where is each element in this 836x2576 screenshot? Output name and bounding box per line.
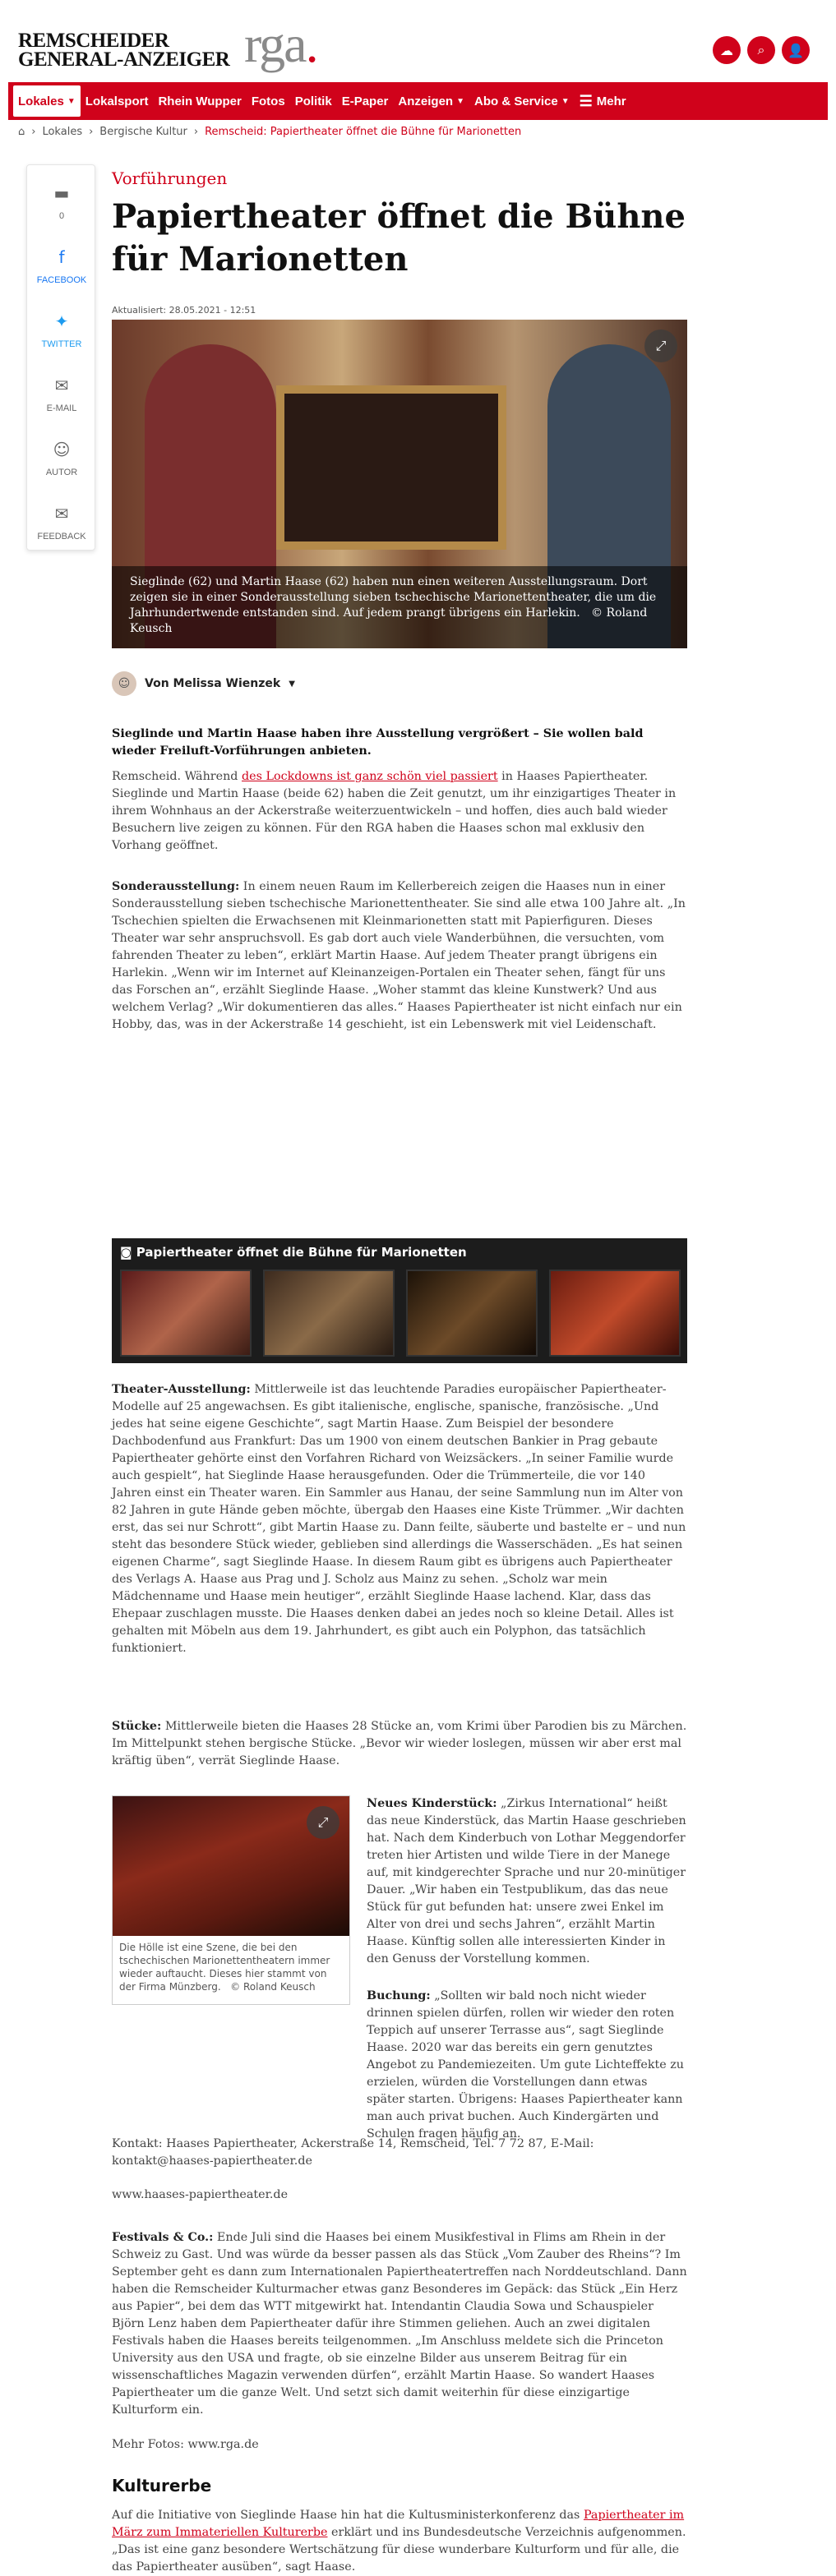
hero-image[interactable] [112,320,687,648]
chevron-down-icon: ▼ [67,96,76,106]
inset-caption: Die Hölle ist eine Szene, die bei den tschechischen Marionettentheatern immer wieder auftaucht. Dieses hier stammt von der Firma Münzberg. © Roland Keusch [119,1942,330,1993]
paragraph-theater-ausstellung: Theater-Ausstellung: Mittlerweile ist das leuchtende Paradies europäischer Papiertheater-Modelle auf 25 angewachsen. Es gibt italienische, englische, spanische, französische. „Und jedes hat seine eigene Geschichte“, sagt Martin Haase. Zum Beispiel der besondere Dachbodenfund aus Frankfurt: Das um 1900 von einem deutschen Bankier in Prag gebaute Papiertheater gehörte einst den Vorfahren Richard von Weizsäckers. „In seiner Familie wurde auch gespielt“, hat Sieglinde Haase herausgefunden. Oder die Trümmerteile, die vor 140 Jahren einst ein Theater waren. Ein Sammler aus Hanau, der seine Sammlung nun im Alter von 82 Jahren in gute Hände geben möchte, übergab den Haases eine Kiste Trümmer. „Wir dachten erst, das sei nur Schrott“, gibt Martin Haase zu. Dann feilte, säuberte und bastelte er – und nun steht das besondere Stück wieder, geblieben sind allerdings die Wasserschäden. „Es hat seinen eigenen Charme“, sagt Sieglinde Haase. In diesem Raum gibt es übrigens auch Papiertheater des Verlags A. Haase aus Prag und J. Scholz aus Mainz zu sehen. „Scholz war mein Mädchenname und Haase mein heutiger“, erzählt Sieglinde Haase lachend. Klar, dass das Ehepaar zuschlagen musste. Die Haases denken dabei an jedes noch so kleine Detail. Alles ist gehalten mit Möbeln aus dem 19. Jahrhundert, es gibt auch ein Polyphon, das tatsächlich funktioniert. [112,1383,686,1655]
theater-stage [276,385,506,550]
breadcrumb-bergische-kultur[interactable]: Bergische Kultur [99,126,187,138]
chevron-down-icon: ▼ [561,96,570,106]
article-kicker: Vorführungen [112,168,228,188]
search-icon[interactable]: ⌕ [747,36,775,64]
paragraph-kinderstueck: Neues Kinderstück: „Zirkus International“ heißt das neue Kinderstück, das Martin Haase geschrieben hat. Nach dem Kinderbuch von Lothar Meggendorfer treten hier Artisten und wilde Tiere in der Manege auf, mit kindgerechter Sprache und nur 20-minütiger Dauer. „Wir haben ein Testpublikum, das das neue Stück für gut befunden hat: unsere zwei Enkel im Alter von drei und sechs Jahren“, erzählt Martin Haase. Künftig sollen alle interessierten Kinder in den Genuss der Vorstellung kommen. [367,1797,686,1965]
gallery-thumbnail[interactable] [263,1270,395,1357]
gallery-thumbnail[interactable] [406,1270,538,1357]
breadcrumb-lokales[interactable]: Lokales [42,126,83,138]
breadcrumb: ⌂ › Lokales › Bergische Kultur › Remscheid: Papiertheater öffnet die Bühne für Marionetten [18,126,522,138]
twitter-icon: ✦ [54,311,69,331]
nav-item-politik[interactable]: Politik [294,94,332,108]
comments-count: 0 [58,211,65,221]
paragraph-buchung-a: Buchung: „Sollten wir bald noch nicht wieder drinnen spielen dürfen, rollen wir wieder den roten Teppich auf unserer Terrasse aus“, sagt Sieglinde Haase. 2020 war das bereits ein gern genutztes Angebot zu Pandemiezeiten. Um gute Lichteffekte zu erzielen, würden die Vorstellungen dann etwas später starten. Übrigens: Haases Papiertheater kann man auch privat buchen. Auch Kindergärten und Schulen fragen häufig an. [367,1989,684,2141]
gallery-thumbnail[interactable] [120,1270,252,1357]
kulturerbe-link[interactable]: Papiertheater im März zum Immateriellen Kulturerbe [112,2509,685,2539]
paragraph-festivals: Festivals & Co.: Ende Juli sind die Haases bei einem Musikfestival in Flims am Rhein in der Schweiz zu Gast. Und was würde da besser passen als das Stück „Vom Zauber des Rheins“? Im September geht es dann zum Internationalen Papiertheatertreffen nach Norddeutschland. Dann haben die Remscheider Kulturmacher etwas ganz Besonderes im Gepäck: das Stück „Ein Herz aus Papier“, bei dem das WTT mitgewirkt hat. Intendantin Claudia Sowa und Schauspieler Björn Lenz haben dem Papiertheater dafür ihre Stimmen geliehen. Auch an zwei digitalen Festivals haben die Haases bereits teilgenommen. „Im Anschluss meldete sich die Princeton University aus den USA und fragte, ob sie einzelne Bilder aus unserem Beitrag für ein wissenschaftliches Magazin verwenden dürfen“, erzählt Martin Haase. So wandert Haases Papiertheater um die ganze Welt. Und setzt sich damit weiterhin für diese einzigartige Kulturform ein. [112,2231,687,2417]
paragraph-intro: Remscheid. Während des Lockdowns ist ganz schön viel passiert in Haases Papiertheater. Sieglinde und Martin Haase (beide 62) haben die Zeit genutzt, um ihr einzigartiges Theater in ihrem Wohnhaus an der Ackerstraße weiterzuentwickeln – und hoffen, dies auch bald wieder Besuchern live zeigen zu können. Für den RGA haben die Haases schon mal exklusiv den Vorhang geöffnet. [112,770,677,852]
article-lead: Sieglinde und Martin Haase haben ihre Ausstellung vergrößert – Sie wollen bald wieder Freiluft-Vorführungen anbieten. [112,727,644,758]
logo-line-1: REMSCHEIDER [18,30,169,52]
logo-rga: rga. [244,15,317,73]
chevron-down-icon: ▼ [289,679,295,689]
gallery-thumbnail[interactable] [549,1270,681,1357]
comments-button[interactable] [27,183,96,221]
chevron-down-icon: ▼ [456,96,464,106]
twitter-share-button[interactable]: ✦ TWITTER [27,311,96,349]
envelope-icon: ✉ [54,376,69,395]
author-avatar-icon: ☺ [53,440,71,459]
comment-icon: ▬ [53,183,70,203]
facebook-share-button[interactable]: f FACEBOOK [27,247,96,285]
more-photos: Mehr Fotos: www.rga.de [112,2438,259,2451]
nav-item-anzeigen[interactable]: Anzeigen ▼ [398,94,464,108]
feedback-button[interactable]: ✉ FEEDBACK [27,504,96,541]
mail-icon: ✉ [54,504,69,523]
menu-icon: ☰ [579,92,593,109]
author-name: Von Melissa Wienzek [145,677,281,690]
user-icon[interactable]: 👤 [782,36,810,64]
weather-icon[interactable]: ☁ [713,36,741,64]
author-line[interactable] [112,671,295,696]
logo-line-2: GENERAL-ANZEIGER [18,48,230,71]
article-title: Papiertheater öffnet die Bühne für Marionetten [112,197,686,279]
nav-item-epaper[interactable]: E-Paper [341,94,389,108]
nav-item-rhein-wupper[interactable]: Rhein Wupper [158,94,242,108]
image-gallery[interactable] [112,1238,687,1363]
paragraph-sonderausstellung: Sonderausstellung: In einem neuen Raum im Kellerbereich zeigen die Haases nun in einer Sonderausstellung sieben tschechische Marionettentheater. Sie sind alle etwa 100 Jahre alt. „In Tschechien spielten die Erwachsenen mit Kleinmarionetten statt mit Papierfiguren. Dieses Theater war sehr anspruchsvoll. Es gab dort auch viele Wanderbühnen, die versuchten, vom fahrenden Theater zu leben“, erklärt Martin Haase. Auf jedem Theater prangt übrigens ein Harlekin. „Wenn wir im Internet auf Kleinanzeigen-Portalen ein Theater sehen, fängt für uns das Forschen an“, erzählt Sieglinde Haase. „Woher stammt das kleine Kunstwerk? Und aus welchem Verlag? „Wir dokumentieren das alles.“ Haases Papiertheater ist nicht einfach nur ein Hobby, das, was in der Ackerstraße 14 geschieht, ist ein Lebenswerk mit viel Leidenschaft. [112,880,686,1031]
updated-timestamp: Aktualisiert: 28.05.2021 - 12:51 [112,305,256,316]
avatar: ☺ [112,671,136,696]
expand-icon[interactable]: ⤢ [307,1806,339,1839]
paragraph-kulturerbe: Auf die Initiative von Sieglinde Haase hin hat die Kultusministerkonferenz das Papiertheater im März zum Immateriellen Kulturerbe erklärt und ins Bundesdeutsche Verzeichnis aufgenommen. „Das ist eine ganz besondere Wertschätzung für diese wunderbare Kulturform und für alle, die das Papiertheater ausüben“, sagt Haase. [112,2509,686,2574]
email-share-button[interactable]: ✉ E-MAIL [27,376,96,413]
contact-info: Kontakt: Haases Papiertheater, Ackerstraße 14, Remscheid, Tel. 7 72 87, E-Mail: kontakt@haases-papiertheater.de [112,2137,594,2168]
nav-item-mehr[interactable]: ☰ Mehr [579,92,626,109]
nav-item-lokales[interactable]: Lokales ▼ [13,85,81,117]
website-link[interactable]: www.haases-papiertheater.de [112,2188,289,2201]
nav-item-fotos[interactable]: Fotos [251,94,285,108]
nav-item-abo-service[interactable]: Abo & Service ▼ [474,94,570,108]
inset-image[interactable] [112,1795,350,2005]
lockdown-link[interactable]: des Lockdowns ist ganz schön viel passiert [242,770,498,783]
breadcrumb-current: Remscheid: Papiertheater öffnet die Bühne für Marionetten [205,126,522,138]
photo-credit: © Roland Keusch [130,606,648,635]
gallery-title: ◙ Papiertheater öffnet die Bühne für Marionetten [120,1245,467,1260]
site-header [16,0,836,82]
camera-icon: ◙ [120,1245,132,1260]
paragraph-stuecke: Stücke: Mittlerweile bieten die Haases 28 Stücke an, vom Krimi über Parodien bis zu Märchen. Im Mittelpunkt stehen bergische Stücke. „Bevor wir wieder loslegen, müssen wir aber erst mal kräftig üben“, verrät Sieglinde Haase. [112,1720,687,1767]
section-heading-kulturerbe: Kulturerbe [112,2476,212,2495]
expand-icon[interactable]: ⤢ [644,329,677,362]
hero-caption: Sieglinde (62) und Martin Haase (62) haben nun einen weiteren Ausstellungsraum. Dort zeigen sie in einer Sonderausstellung sieben tschechische Marionettentheater, die um die Jahrhundertwende entstanden sind. Auf jedem prangt übrigens ein Harlekin. © Roland Keusch [112,566,687,648]
home-icon[interactable]: ⌂ [18,126,25,138]
site-logo[interactable] [18,15,317,73]
facebook-icon: f [58,247,65,267]
nav-item-lokalsport[interactable]: Lokalsport [85,94,149,108]
author-button[interactable]: ☺ AUTOR [27,440,96,477]
share-bar [26,164,95,551]
main-nav [8,82,828,120]
